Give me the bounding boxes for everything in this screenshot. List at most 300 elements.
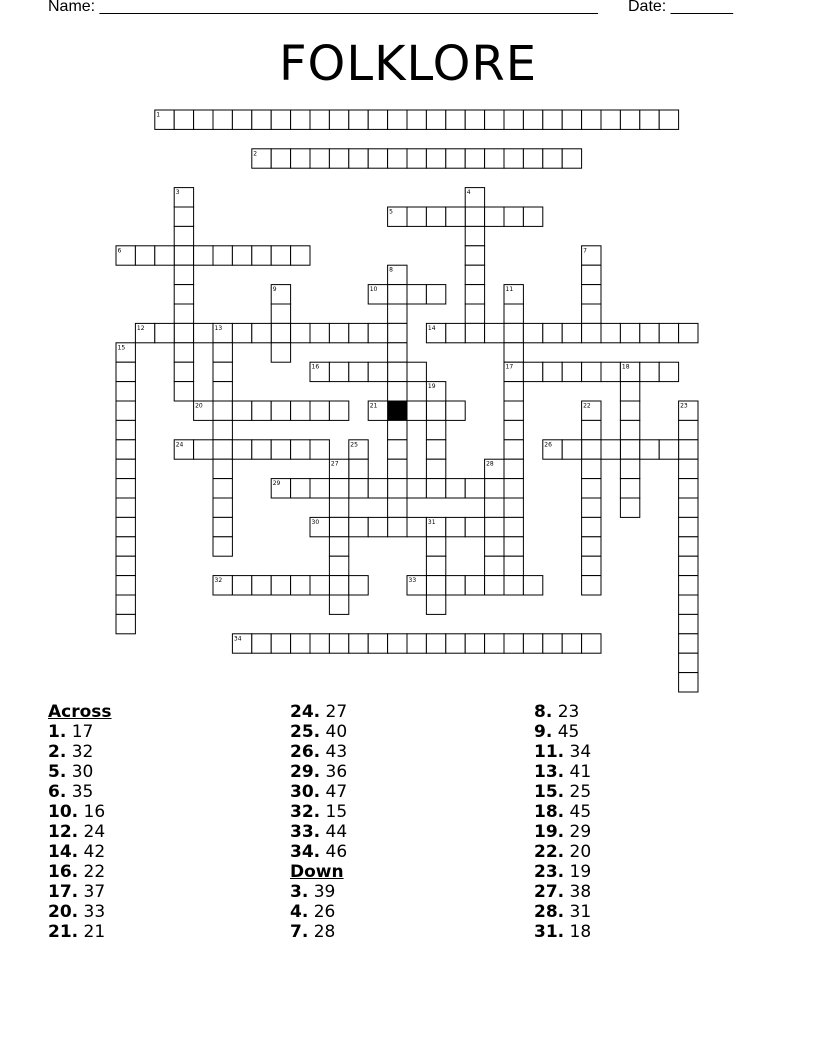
grid-cell[interactable]: [174, 246, 193, 265]
grid-cell[interactable]: [232, 323, 251, 342]
grid-cell[interactable]: [388, 362, 407, 381]
grid-cell[interactable]: [174, 265, 193, 284]
grid-cell[interactable]: [310, 401, 329, 420]
grid-cell[interactable]: [562, 323, 581, 342]
cell-number: 28: [486, 460, 494, 468]
grid-cell[interactable]: [271, 323, 290, 342]
grid-cell[interactable]: [485, 207, 504, 226]
grid-cell[interactable]: [310, 323, 329, 342]
grid-cell[interactable]: [426, 110, 445, 129]
grid-cell[interactable]: [562, 634, 581, 653]
grid-cell[interactable]: [504, 420, 523, 439]
clue-item: [290, 902, 347, 922]
grid-cell[interactable]: [485, 149, 504, 168]
clue-number: 15.: [534, 782, 565, 802]
grid-cell[interactable]: [194, 323, 213, 342]
grid-cell[interactable]: [349, 634, 368, 653]
grid-cell[interactable]: [562, 110, 581, 129]
grid-cell[interactable]: [582, 517, 601, 536]
grid-cell[interactable]: [349, 110, 368, 129]
grid-cell[interactable]: [679, 595, 698, 614]
grid-cell[interactable]: [640, 110, 659, 129]
grid-cell[interactable]: [388, 634, 407, 653]
grid-cell[interactable]: [679, 614, 698, 633]
grid-cell[interactable]: [679, 634, 698, 653]
clue-text: 28: [308, 922, 336, 942]
grid-cell[interactable]: [446, 401, 465, 420]
grid-cell[interactable]: [349, 459, 368, 478]
grid-cell[interactable]: [465, 323, 484, 342]
grid-cell[interactable]: [465, 207, 484, 226]
grid-cell[interactable]: [523, 634, 542, 653]
grid-cell[interactable]: [426, 459, 445, 478]
grid-cell[interactable]: [388, 285, 407, 304]
grid-cell[interactable]: [426, 537, 445, 556]
grid-cell[interactable]: [426, 420, 445, 439]
grid-cell[interactable]: [504, 382, 523, 401]
grid-cell[interactable]: [620, 498, 639, 517]
grid-cell[interactable]: [679, 440, 698, 459]
grid-cell[interactable]: [368, 517, 387, 536]
grid-cell[interactable]: [252, 246, 271, 265]
grid-cell[interactable]: [485, 576, 504, 595]
grid-cell[interactable]: [252, 401, 271, 420]
grid-cell[interactable]: [426, 285, 445, 304]
grid-cell[interactable]: [116, 362, 135, 381]
grid-cell[interactable]: [155, 246, 174, 265]
grid-cell[interactable]: [601, 110, 620, 129]
grid-cell[interactable]: [504, 556, 523, 575]
grid-cell[interactable]: [368, 323, 387, 342]
grid-cell[interactable]: [388, 498, 407, 517]
grid-cell[interactable]: [174, 343, 193, 362]
clue-number: 19.: [534, 822, 565, 842]
clue-number: 27.: [534, 882, 565, 902]
grid-cell[interactable]: [523, 362, 542, 381]
grid-cell[interactable]: [543, 362, 562, 381]
grid-cell[interactable]: [485, 517, 504, 536]
grid-cell[interactable]: [446, 479, 465, 498]
grid-cell[interactable]: [543, 149, 562, 168]
grid-cell[interactable]: [349, 576, 368, 595]
grid-cell[interactable]: [523, 207, 542, 226]
grid-cell[interactable]: [679, 479, 698, 498]
grid-cell[interactable]: [291, 576, 310, 595]
grid-cell[interactable]: [329, 498, 348, 517]
grid-cell[interactable]: [446, 149, 465, 168]
grid-cell[interactable]: [310, 576, 329, 595]
grid-cell[interactable]: [174, 207, 193, 226]
grid-cell[interactable]: [407, 479, 426, 498]
grid-cell[interactable]: [582, 576, 601, 595]
grid-cell[interactable]: [620, 479, 639, 498]
grid-cell[interactable]: [213, 517, 232, 536]
grid-cell[interactable]: [562, 440, 581, 459]
grid-cell[interactable]: [271, 576, 290, 595]
grid-cell[interactable]: [543, 634, 562, 653]
grid-cell[interactable]: [213, 479, 232, 498]
grid-cell[interactable]: [349, 479, 368, 498]
grid-cell[interactable]: [388, 459, 407, 478]
grid-cell[interactable]: [659, 110, 678, 129]
grid-cell[interactable]: [465, 479, 484, 498]
grid-cell[interactable]: [465, 576, 484, 595]
grid-cell[interactable]: [252, 634, 271, 653]
grid-cell[interactable]: [388, 440, 407, 459]
grid-cell[interactable]: [582, 459, 601, 478]
grid-cell[interactable]: [407, 110, 426, 129]
grid-cell[interactable]: [388, 149, 407, 168]
grid-cell[interactable]: [543, 110, 562, 129]
grid-cell[interactable]: [271, 304, 290, 323]
grid-cell[interactable]: [407, 401, 426, 420]
grid-cell[interactable]: [291, 440, 310, 459]
grid-cell[interactable]: [252, 110, 271, 129]
cell-number: 7: [583, 247, 587, 255]
grid-cell[interactable]: [329, 634, 348, 653]
grid-cell[interactable]: [252, 576, 271, 595]
page-title: FOLKLORE: [278, 36, 538, 92]
grid-cell[interactable]: [446, 634, 465, 653]
grid-cell[interactable]: [271, 634, 290, 653]
grid-cell[interactable]: [504, 207, 523, 226]
grid-cell[interactable]: [679, 459, 698, 478]
grid-cell[interactable]: [368, 634, 387, 653]
grid-cell[interactable]: [329, 595, 348, 614]
grid-cell[interactable]: [446, 576, 465, 595]
grid-cell[interactable]: [310, 440, 329, 459]
grid-cell[interactable]: [271, 401, 290, 420]
grid-cell[interactable]: [368, 149, 387, 168]
grid-cell[interactable]: [659, 323, 678, 342]
grid-cell[interactable]: [426, 440, 445, 459]
grid-cell[interactable]: [679, 498, 698, 517]
grid-cell[interactable]: [232, 576, 251, 595]
grid-cell[interactable]: [213, 459, 232, 478]
grid-cell[interactable]: [620, 440, 639, 459]
grid-cell[interactable]: [582, 304, 601, 323]
grid-cell[interactable]: [523, 576, 542, 595]
grid-cell[interactable]: [659, 440, 678, 459]
grid-cell[interactable]: [116, 401, 135, 420]
grid-cell[interactable]: [368, 479, 387, 498]
grid-cell[interactable]: [213, 440, 232, 459]
clue-item: [48, 862, 112, 882]
grid-cell[interactable]: [465, 226, 484, 245]
black-cell: [388, 401, 407, 420]
grid-cell[interactable]: [213, 382, 232, 401]
cell-number: 33: [408, 577, 417, 585]
grid-cell[interactable]: [368, 362, 387, 381]
grid-cell[interactable]: [407, 634, 426, 653]
grid-cell[interactable]: [116, 459, 135, 478]
grid-cell[interactable]: [407, 517, 426, 536]
grid-cell[interactable]: [582, 556, 601, 575]
grid-cell[interactable]: [446, 323, 465, 342]
grid-cell[interactable]: [194, 440, 213, 459]
grid-cell[interactable]: [116, 576, 135, 595]
grid-cell[interactable]: [523, 149, 542, 168]
grid-cell[interactable]: [174, 110, 193, 129]
grid-cell[interactable]: [291, 246, 310, 265]
grid-cell[interactable]: [582, 323, 601, 342]
clue-number: 6.: [48, 782, 67, 802]
grid-cell[interactable]: [388, 479, 407, 498]
grid-cell[interactable]: [329, 576, 348, 595]
grid-cell[interactable]: [329, 401, 348, 420]
grid-cell[interactable]: [426, 595, 445, 614]
grid-cell[interactable]: [271, 343, 290, 362]
grid-cell[interactable]: [465, 110, 484, 129]
grid-cell[interactable]: [291, 479, 310, 498]
grid-cell[interactable]: [349, 149, 368, 168]
grid-cell[interactable]: [310, 479, 329, 498]
grid-cell[interactable]: [679, 420, 698, 439]
grid-cell[interactable]: [465, 517, 484, 536]
clue-text: 38: [564, 882, 592, 902]
grid-cell[interactable]: [485, 323, 504, 342]
grid-cell[interactable]: [407, 207, 426, 226]
grid-cell[interactable]: [640, 440, 659, 459]
grid-cell[interactable]: [388, 382, 407, 401]
grid-cell[interactable]: [252, 440, 271, 459]
grid-cell[interactable]: [582, 634, 601, 653]
cell-number: 17: [505, 363, 514, 371]
grid-cell[interactable]: [485, 634, 504, 653]
grid-cell[interactable]: [504, 576, 523, 595]
grid-cell[interactable]: [504, 498, 523, 517]
grid-cell[interactable]: [465, 304, 484, 323]
grid-cell[interactable]: [504, 323, 523, 342]
grid-cell[interactable]: [116, 498, 135, 517]
clue-text: 36: [320, 762, 348, 782]
grid-cell[interactable]: [679, 576, 698, 595]
grid-cell[interactable]: [582, 285, 601, 304]
grid-cell[interactable]: [679, 556, 698, 575]
grid-cell[interactable]: [504, 304, 523, 323]
grid-cell[interactable]: [232, 246, 251, 265]
grid-cell[interactable]: [679, 323, 698, 342]
clue-number: 14.: [48, 842, 79, 862]
grid-cell[interactable]: [659, 362, 678, 381]
grid-cell[interactable]: [582, 537, 601, 556]
grid-cell[interactable]: [679, 517, 698, 536]
grid-cell[interactable]: [485, 537, 504, 556]
grid-cell[interactable]: [504, 149, 523, 168]
grid-cell[interactable]: [485, 498, 504, 517]
grid-cell[interactable]: [465, 265, 484, 284]
grid-cell[interactable]: [504, 110, 523, 129]
grid-cell[interactable]: [446, 207, 465, 226]
grid-cell[interactable]: [426, 207, 445, 226]
grid-cell[interactable]: [485, 110, 504, 129]
grid-cell[interactable]: [388, 420, 407, 439]
grid-cell[interactable]: [562, 362, 581, 381]
grid-cell[interactable]: [582, 498, 601, 517]
grid-cell[interactable]: [213, 246, 232, 265]
grid-cell[interactable]: [329, 149, 348, 168]
grid-cell[interactable]: [582, 110, 601, 129]
grid-cell[interactable]: [582, 440, 601, 459]
grid-cell[interactable]: [116, 537, 135, 556]
grid-cell[interactable]: [329, 362, 348, 381]
grid-cell[interactable]: [620, 420, 639, 439]
grid-cell[interactable]: [232, 401, 251, 420]
grid-cell[interactable]: [116, 595, 135, 614]
grid-cell[interactable]: [620, 459, 639, 478]
grid-cell[interactable]: [601, 323, 620, 342]
grid-cell[interactable]: [174, 362, 193, 381]
grid-cell[interactable]: [349, 517, 368, 536]
grid-cell[interactable]: [213, 401, 232, 420]
grid-cell[interactable]: [485, 479, 504, 498]
grid-cell[interactable]: [504, 440, 523, 459]
grid-cell[interactable]: [194, 110, 213, 129]
grid-cell[interactable]: [271, 110, 290, 129]
grid-cell[interactable]: [426, 556, 445, 575]
grid-cell[interactable]: [504, 479, 523, 498]
grid-cell[interactable]: [116, 420, 135, 439]
grid-cell[interactable]: [407, 285, 426, 304]
name-field-label[interactable]: Name: ________________________________________________________: [48, 0, 598, 15]
grid-cell[interactable]: [679, 537, 698, 556]
grid-cell[interactable]: [252, 323, 271, 342]
grid-cell[interactable]: [465, 634, 484, 653]
clue-number: 23.: [534, 862, 565, 882]
grid-cell[interactable]: [213, 362, 232, 381]
grid-cell[interactable]: [174, 382, 193, 401]
grid-cell[interactable]: [504, 517, 523, 536]
grid-cell[interactable]: [349, 362, 368, 381]
grid-cell[interactable]: [291, 149, 310, 168]
grid-cell[interactable]: [640, 323, 659, 342]
grid-cell[interactable]: [388, 343, 407, 362]
grid-cell[interactable]: [679, 653, 698, 672]
grid-cell[interactable]: [368, 110, 387, 129]
grid-cell[interactable]: [620, 323, 639, 342]
grid-cell[interactable]: [504, 343, 523, 362]
grid-cell[interactable]: [135, 246, 154, 265]
grid-cell[interactable]: [504, 401, 523, 420]
date-field-label[interactable]: Date: _______: [628, 0, 733, 15]
grid-cell[interactable]: [426, 634, 445, 653]
grid-cell[interactable]: [213, 343, 232, 362]
grid-cell[interactable]: [407, 149, 426, 168]
grid-cell[interactable]: [426, 149, 445, 168]
grid-cell[interactable]: [291, 634, 310, 653]
grid-cell[interactable]: [388, 517, 407, 536]
grid-cell[interactable]: [620, 110, 639, 129]
grid-cell[interactable]: [194, 246, 213, 265]
grid-cell[interactable]: [291, 110, 310, 129]
grid-cell[interactable]: [504, 634, 523, 653]
grid-cell[interactable]: [388, 304, 407, 323]
grid-cell[interactable]: [310, 634, 329, 653]
grid-cell[interactable]: [349, 323, 368, 342]
grid-cell[interactable]: [329, 537, 348, 556]
grid-cell[interactable]: [291, 323, 310, 342]
grid-cell[interactable]: [426, 576, 445, 595]
grid-cell[interactable]: [523, 323, 542, 342]
grid-cell[interactable]: [291, 401, 310, 420]
grid-cell[interactable]: [465, 149, 484, 168]
grid-cell[interactable]: [620, 382, 639, 401]
grid-cell[interactable]: [310, 110, 329, 129]
cell-number: 13: [214, 324, 223, 332]
grid-cell[interactable]: [174, 304, 193, 323]
cell-number: 1: [156, 111, 161, 119]
grid-cell[interactable]: [426, 401, 445, 420]
grid-cell[interactable]: [523, 110, 542, 129]
grid-cell[interactable]: [601, 362, 620, 381]
grid-cell[interactable]: [582, 420, 601, 439]
grid-cell[interactable]: [213, 498, 232, 517]
grid-cell[interactable]: [329, 323, 348, 342]
grid-cell[interactable]: [271, 246, 290, 265]
grid-cell[interactable]: [329, 556, 348, 575]
clue-text: 34: [564, 742, 592, 762]
grid-cell[interactable]: [562, 149, 581, 168]
grid-cell[interactable]: [329, 110, 348, 129]
grid-cell[interactable]: [543, 323, 562, 342]
grid-cell[interactable]: [601, 440, 620, 459]
grid-cell[interactable]: [116, 440, 135, 459]
grid-cell[interactable]: [640, 362, 659, 381]
grid-cell[interactable]: [446, 517, 465, 536]
grid-cell[interactable]: [116, 614, 135, 633]
grid-cell[interactable]: [329, 517, 348, 536]
grid-cell[interactable]: [388, 323, 407, 342]
grid-cell[interactable]: [213, 420, 232, 439]
grid-cell[interactable]: [582, 265, 601, 284]
cell-number: 15: [117, 344, 126, 352]
grid-cell[interactable]: [271, 440, 290, 459]
grid-cell[interactable]: [388, 110, 407, 129]
grid-cell[interactable]: [116, 556, 135, 575]
grid-cell[interactable]: [504, 537, 523, 556]
grid-cell[interactable]: [155, 323, 174, 342]
grid-cell[interactable]: [232, 110, 251, 129]
grid-cell[interactable]: [679, 673, 698, 692]
grid-cell[interactable]: [329, 479, 348, 498]
clue-number: 16.: [48, 862, 79, 882]
grid-cell[interactable]: [271, 149, 290, 168]
grid-cell[interactable]: [407, 362, 426, 381]
grid-cell[interactable]: [174, 285, 193, 304]
grid-cell[interactable]: [213, 110, 232, 129]
grid-cell[interactable]: [485, 556, 504, 575]
grid-cell[interactable]: [582, 362, 601, 381]
grid-cell[interactable]: [582, 479, 601, 498]
grid-cell[interactable]: [116, 382, 135, 401]
grid-cell[interactable]: [504, 459, 523, 478]
grid-cell[interactable]: [213, 537, 232, 556]
grid-cell[interactable]: [174, 226, 193, 245]
grid-cell[interactable]: [465, 246, 484, 265]
grid-cell[interactable]: [232, 440, 251, 459]
grid-cell[interactable]: [116, 479, 135, 498]
grid-cell[interactable]: [174, 323, 193, 342]
clue-item: [290, 742, 347, 762]
grid-cell[interactable]: [465, 285, 484, 304]
clue-item: [534, 882, 591, 902]
grid-cell[interactable]: [310, 149, 329, 168]
grid-cell[interactable]: [426, 479, 445, 498]
grid-cell[interactable]: [446, 110, 465, 129]
clue-number: 24.: [290, 702, 321, 722]
grid-cell[interactable]: [116, 517, 135, 536]
grid-cell[interactable]: [620, 401, 639, 420]
